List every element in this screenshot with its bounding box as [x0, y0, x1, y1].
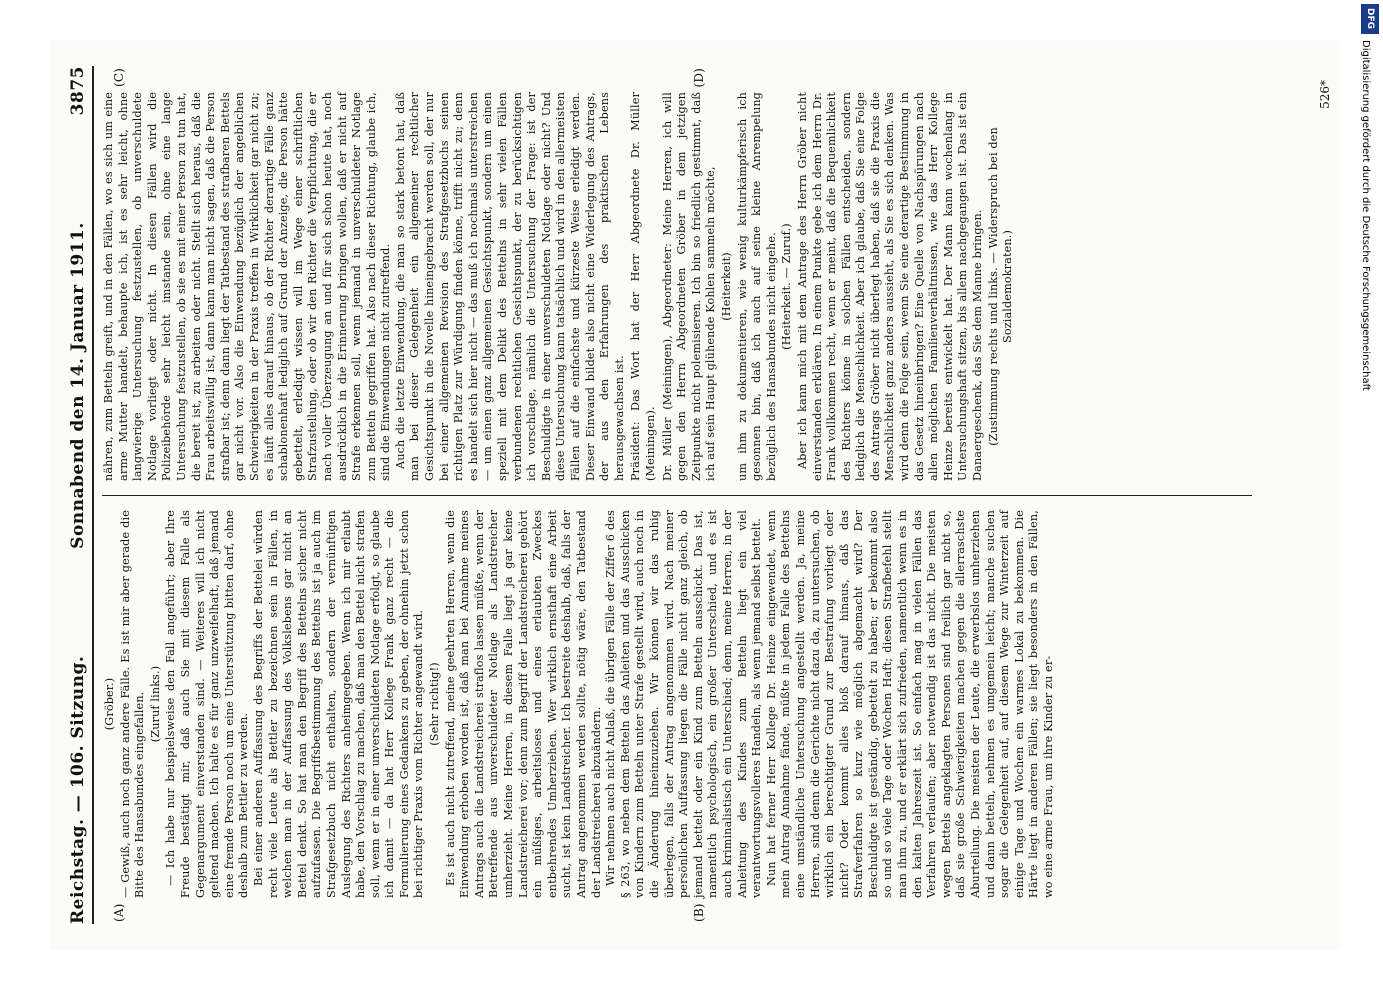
interjection: (Sehr richtig!) — [428, 662, 442, 746]
margin-marker-a: (A) — [112, 903, 126, 922]
left-column — [102, 495, 1252, 924]
paragraph: Wir nehmen auch nicht Anlaß, die übrigen Fälle der Ziffer 6 des § 263, wo neben dem Betteln das Anleiten und das Ausschicken von Kindern zum Betteln unter Strafe gestellt wird, auch noch in die Änderung hineinzuziehen. Wir können wir das ruhig überlegen, falls der Antrag angenommen wird. Nach meiner persönlichen Auffassung liegen die Fälle nicht ganz gleich, ob jemand bettelt oder ein Kind zum Betteln ausschickt. Das ist, namentlich psychologisch, ein großer Unterschied, und es ist auch kriminalistisch ein Unterschied; denn, meine Herren, in der Anleitung des Kindes zum Betteln liegt ein viel verantwortungsvolleres Handeln, als wenn jemand selbst bettelt. — [604, 510, 764, 898]
margin-marker-c: (C) — [112, 68, 126, 87]
page-header — [68, 66, 94, 924]
signature-number: 526* — [1318, 80, 1332, 109]
paragraph: Es ist auch nicht zutreffend, meine geehrten Herren, wenn die Einwendung erhoben worden ist, daß man bei Annahme meines Antrags auch die Landstreicherei straflos lassen müßte, wenn der Betreffende aus unverschuldeter Notlage als Landstreicher umherzieht. Meine Herren, in diesem Falle liegt ja gar keine Landstreicherei vor; denn zum Begriff der Landstreicherei gehört ein müßiges, arbeitsloses und eines erlaubten Zweckes entbehrendes Umherziehen. Wer wirklich ernsthaft eine Arbeit sucht, ist kein Landstreicher. Ich bestreite deshalb, daß, falls der Antrag angenommen werden sollte, nötig wäre, den Tatbestand der Landstreicherei abzuändern. — [443, 510, 603, 898]
paragraph: nähren, zum Betteln greift, und in den Fällen, wo es sich um eine arme Mutter handelt, behaupte ich, ist es sehr leicht, ohne langwierige Untersuchung festzustellen, ob unverschuldete Notlage vorliegt oder nicht. In diesen Fällen wird die Polizeibehörde sehr leicht imstande sein, ohne eine lange Untersuchung festzustellen, ob sie es mit einer Person zu tun hat, die bereit ist, zu arbeiten oder nicht. Stellt sich heraus, daß die Frau arbeitswillig ist, dann kann man nicht sagen, daß die Person strafbar ist; denn dann liegt der Tatbestand des strafbaren Bettels gar nicht vor. Also die Einwendung bezüglich der angeblichen Schwierigkeiten in der Praxis treffen in Wirklichkeit gar nicht zu; es läuft alles darauf hinaus, ob der Richter derartige Fälle ganz schablonenhaft lediglich auf Grund der Anzeige, die Person hätte gebettelt, erledigt wissen will im Wege einer schriftlichen Strafzustellung, oder ob wir den Richter die Verpflichtung, die er nach voller Überzeugung an und für sich schon heute hat, noch ausdrücklich in die Erinnerung bringen wollen, daß er nicht auf Strafe erkennen soll, wenn jemand in unverschuldeter Notlage zum Betteln gegriffen hat. Also nach dieser Richtung, glaube ich, sind die Einwendungen nicht zutreffend. — [102, 92, 393, 481]
document-page — [50, 40, 1340, 950]
paragraph: Nun hat ferner Herr Kollege Dr. Heinze eingewendet, wenn mein Antrag Annahme fände, müßte in jedem Falle des Bettelns eine umständliche Untersuchung angestellt werden. Ja, meine Herren, sind denn die Gerichte nicht dazu da, zu untersuchen, ob wirklich ein berechtigter Grund zur Bestrafung vorliegt oder nicht? Oder kommt alles bloß darauf hinaus, daß das Strafverfahren so kurz wie möglich abgemacht wird? Der Beschuldigte ist geständig, gebettelt zu haben; er bekommt also so und so viele Tage oder Wochen Haft; diesen Strafbefehl stellt man ihm zu, und er erklärt sich zufrieden, namentlich wenn es in den kalten Jahreszeit ist. So einfach mag in vielen Fällen das Verfahren verlaufen; aber notwendig ist das nicht. Die meisten wegen Bettels angeklagten Personen sind freilich gar nicht so, daß sie große Schwierigkeiten machen gegen die allerraschste Aburteilung. Die meisten der Leute, die erwerbslos umherziehen und dann betteln, nehmen es umgemein leicht; manche suchen sogar die Gelegenheit auf, auf diesem Wege zur Winterzeit auf einige Tage und Wochen ein warmes Lokal zu bekommen. Die Härte liegt in anderen Fällen; sie liegt besonders in den Fällen, wo eine arme Frau, um ihre Kinder zu er- — [764, 510, 1055, 898]
header-left: Reichstag. — 106. Sitzung. — [68, 655, 88, 924]
right-column — [102, 66, 1252, 495]
text-columns — [102, 66, 1252, 924]
paragraph: Bei einer anderen Auffassung des Begriffs der Bettelei würden recht viele Leute als Bettler zu bezeichnen sein in Fällen, in welchen man in der Auffassung des Volkslebens gar nicht an Bettel denkt. So hat man den Begriff des Bettelns sicher nicht aufzufassen. Die Begriffsbestimmung des Bettelns ist ja auch im Strafgesetzbuch nicht enthalten, sondern der vernünftigen Auslegung des Richters anheimgegeben. Wenn ich mir erlaubt habe, den Vorschlag zu machen, daß man den Bettel nicht strafen soll, wenn er in einer unverschuldeten Notlage erfolgt, so glaube ich damit — da hat Herr Kollege Frank ganz recht — die Formulierung eines Gedankens zu geben, der ohnehin jetzt schon bei richtiger Praxis vom Richter angewandt wird. — [251, 510, 426, 898]
speaker-paragraph: Präsident: Das Wort hat der Herr Abgeordnete Dr. Müller (Meiningen). — [629, 92, 657, 481]
paragraph: — Gewiß, auch noch ganz andere Fälle. Es ist mir aber gerade die Bitte des Hansabundes eingefallen. — [118, 510, 147, 898]
paragraph: Aber ich kann mich mit dem Antrage des Herrn Gröber nicht einverstanden erklären. In einem Punkte gebe ich dem Herrn Dr. Frank vollkommen recht, wenn er meint, daß die Bequemlichkeit des Richters könne in solchen Fällen entscheiden, sondern lediglich die Menschlichkeit. Aber ich glaube, daß Sie eine Folge des Antrags Gröber nicht überlegt haben, daß sie die Praxis die Menschlichkeit ganz anders aussieht, als Sie es sich denken. Was wird denn die Folge sein, wenn Sie eine derartige Bestimmung in das Gesetz hineinbringen? Eine Quelle von Nachspürungen nach allen möglichen Familienverhältnissen, wie das Herr Kollege Heinze bereits entwickelt hat. Der Mann kann wochenlang in Untersuchungshaft sitzen, bis allem nachgegangen ist. Das ist ein Danaergeschenk, das Sie dem Manne bringen. — [795, 92, 985, 481]
dfg-logo: DFG — [1361, 4, 1379, 34]
margin-marker-d: (D) — [692, 68, 706, 88]
interjection: (Heiterkeit. — Zuruf.) — [780, 223, 794, 350]
paragraph: — Ich habe nur beispielsweise den Fall angeführt; aber Ihre Freude bestätigt mir, daß auch Sie mit diesem Falle als Gegenargument einverstanden sind. — Weiteres will ich nicht geltend machen. Ich halte es für ganz unzweifelhaft, daß jemand eine fremde Person noch um eine Unterstützung bitten darf, ohne deshalb zum Bettler zu werden. — [164, 510, 251, 898]
header-date: Sonnabend den 14. Januar 1911. — [68, 222, 88, 549]
credit-text: Digitalisierung gefördert durch die Deutsche Forschungsgemeinschaft — [1360, 40, 1371, 391]
margin-marker-b: (B) — [692, 903, 706, 922]
speaker-paragraph: Dr. Müller (Meiningen), Abgeordneter: Meine Herren, ich will gegen den Herrn Abgeordneten Gröber in dem jetzigen Zeitpunkte nicht polemisieren. Ich bin so friedlich gestimmt, daß ich auf sein Haupt glühende Kohlen sammeln möchte, — [660, 92, 718, 481]
interjection: (Zuruf links.) — [148, 665, 162, 743]
page-number: 3875 — [68, 66, 88, 116]
interjection: (Zustimmung rechts und links. — Widerspruch bei den Sozialdemokraten.) — [986, 127, 1015, 446]
paragraph: Auch die letzte Einwendung, die man so stark betont hat, daß man bei dieser Gelegenheit ein allgemeiner rechtlicher Gesichtspunkt in die Novelle hineingebracht werden soll, der nur bei einer allgemeinen Revision des Strafgesetzbuchs seinen richtigen Platz zur Würdigung finden könne, trifft nicht zu; denn es handelt sich hier nicht — das muß ich nochmals unterstreichen — um einen ganz allgemeinen Gesichtspunkt, sondern um einen speziell mit dem Delikt des Bettelns in sehr vielen Fällen verbundenen rechtlichen Gesichtspunkt, der zu berücksichtigen ich vorschlage, nämlich die Untersuchung der Frage: ist der Beschuldigte in einer unverschuldeten Notlage oder nicht? Und diese Untersuchung kann tatsächlich und wird in den allermeisten Fällen auf die einfachste und kürzeste Weise erledigt werden. Dieser Einwand bildet also nicht eine Widerlegung des Antrags, der aus den Erfahrungen des praktischen Lebens herausgewachsen ist. — [393, 92, 626, 481]
digitization-credit — [1359, 0, 1383, 1000]
paragraph: um ihm zu dokumentieren, wie wenig kulturkämpferisch ich gesonnen bin, daß ich auch auf seine kleine Anrempelung bezüglich des Hansabundes nicht eingehe. — [735, 92, 778, 481]
interjection: (Heiterkeit) — [719, 252, 733, 321]
interjection: (Gröber.) — [103, 677, 116, 731]
